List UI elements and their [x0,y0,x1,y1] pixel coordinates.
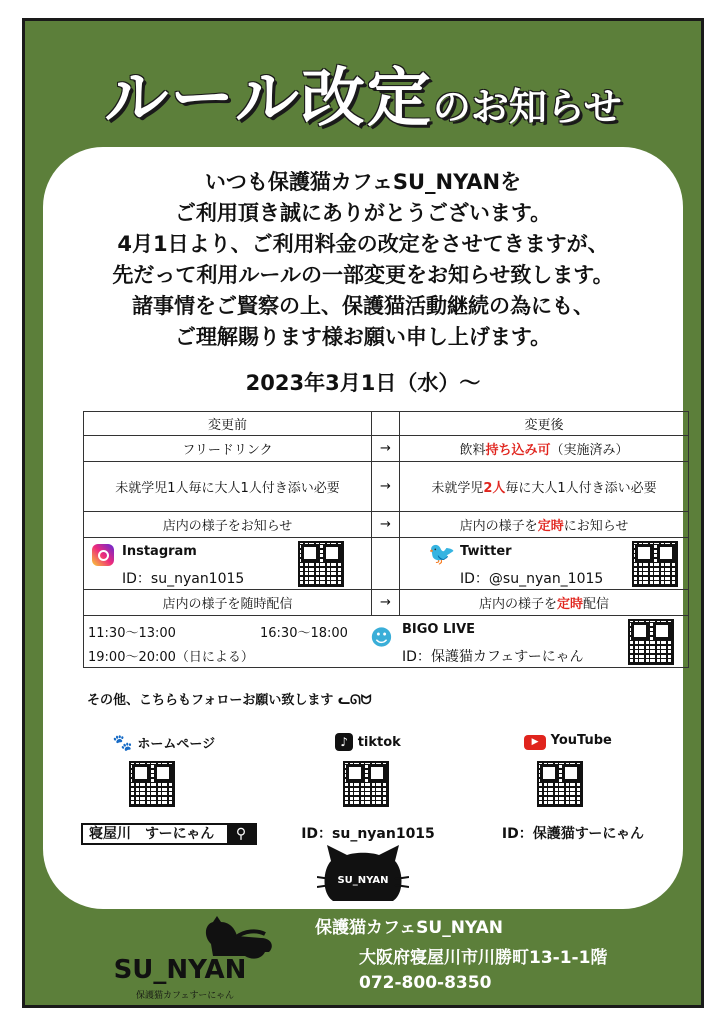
page-title [25,47,701,139]
youtube-icon: ▶ [524,735,546,750]
tiktok-label: tiktok [357,735,401,750]
row4-after: 店内の様子を定時配信 [400,590,689,616]
youtube-label: YouTube [550,733,612,748]
tiktok-qr-code-icon[interactable] [343,761,389,807]
intro-line: 諸事情をご賢察の上、保護猫活動継続の為にも、 [132,294,594,318]
time-slot-2: 16:30～18:00 [260,626,348,641]
poster [22,18,704,1008]
header-before: 変更前 [84,412,372,436]
homepage-block [89,733,239,752]
youtube-block [523,733,613,750]
cat-badge-text: SU_NYAN [337,875,389,886]
twitter-bird-icon: 🐦 [428,542,456,567]
header-arrow-spacer [372,412,400,436]
arrow-spacer [372,538,400,590]
effective-date: 2023年3月1日（水）～ [245,371,481,395]
arrow: → [372,512,400,538]
follow-request: その他、こちらもフォローお願い致します ᓚᘏᗢ [87,693,372,708]
bigo-schedule-cell [84,616,689,668]
intro-text [43,167,683,353]
youtube-qr-code-icon[interactable] [537,761,583,807]
twitter-id: ID：@su_nyan_1015 [460,571,604,587]
tiktok-id: ID：su_nyan1015 [301,826,435,842]
arrow: → [372,590,400,616]
intro-line: ご理解賜ります様お願い申し上げます。 [174,325,552,349]
row3-after: 店内の様子を定時にお知らせ [400,512,689,538]
rule-change-table [83,411,689,668]
bigo-qr-code-icon[interactable] [628,619,674,665]
shop-name: 保護猫カフェSU_NYAN [315,918,503,938]
intro-line: 先だって利用ルールの一部変更をお知らせ致します。 [112,263,614,287]
row1-before: フリードリンク [84,436,372,462]
intro-line: ご利用頂き誠にありがとうございます。 [174,201,552,225]
footer-logo-sub: 保護猫カフェすーにゃん [135,991,235,1001]
search-input[interactable]: 寝屋川 すーにゃん [81,823,257,845]
homepage-label: ホームページ [137,737,216,752]
bigo-label: BIGO LIVE [402,622,476,637]
intro-line: いつも保護猫カフェSU_NYANを [204,170,522,194]
tiktok-block [313,733,423,751]
bigo-live-icon: ☻ [370,626,393,651]
time-slot-1: 11:30～13:00 [88,626,176,641]
twitter-cell [400,538,689,590]
time-slot-3: 19:00～20:00（日による） [88,650,254,665]
bigo-id: ID：保護猫カフェすーにゃん [402,649,584,665]
row2-before: 未就学児1人毎に大人1人付き添い必要 [84,462,372,512]
cat-face-icon: ᓚᘏᗢ [333,693,372,708]
search-icon[interactable]: ⚲ [227,823,255,845]
arrow: → [372,462,400,512]
instagram-cell [84,538,372,590]
row3-before: 店内の様子をお知らせ [84,512,372,538]
cat-head-logo-icon [317,843,409,905]
instagram-qr-code-icon[interactable] [298,541,344,587]
row2-after: 未就学児2人毎に大人1人付き添い必要 [400,462,689,512]
intro-line: 4月1日より、ご利用料金の改定をさせてきますが、 [117,232,609,256]
instagram-icon [92,544,114,566]
instagram-label: Instagram [122,544,197,559]
header-after: 変更後 [400,412,689,436]
footer-logo [85,916,275,1002]
notice-card [43,147,683,909]
shop-address: 大阪府寝屋川市川勝町13-1-1階 [359,948,608,968]
footer-logo-text: SU_NYAN [113,955,247,985]
arrow: → [372,436,400,462]
paw-icon: 🐾 [112,733,133,752]
youtube-id: ID：保護猫すーにゃん [501,826,645,842]
row4-before: 店内の様子を随時配信 [84,590,372,616]
homepage-qr-code-icon[interactable] [129,761,175,807]
twitter-label: Twitter [460,544,512,559]
instagram-id: ID：su_nyan1015 [122,571,245,587]
title-main: ルール改定 [104,62,433,136]
tiktok-icon: ♪ [335,733,353,751]
title-suffix: のお知らせ [432,85,622,129]
twitter-qr-code-icon[interactable] [632,541,678,587]
row1-after: 飲料持ち込み可（実施済み） [400,436,689,462]
shop-phone: 072-800-8350 [359,973,492,993]
